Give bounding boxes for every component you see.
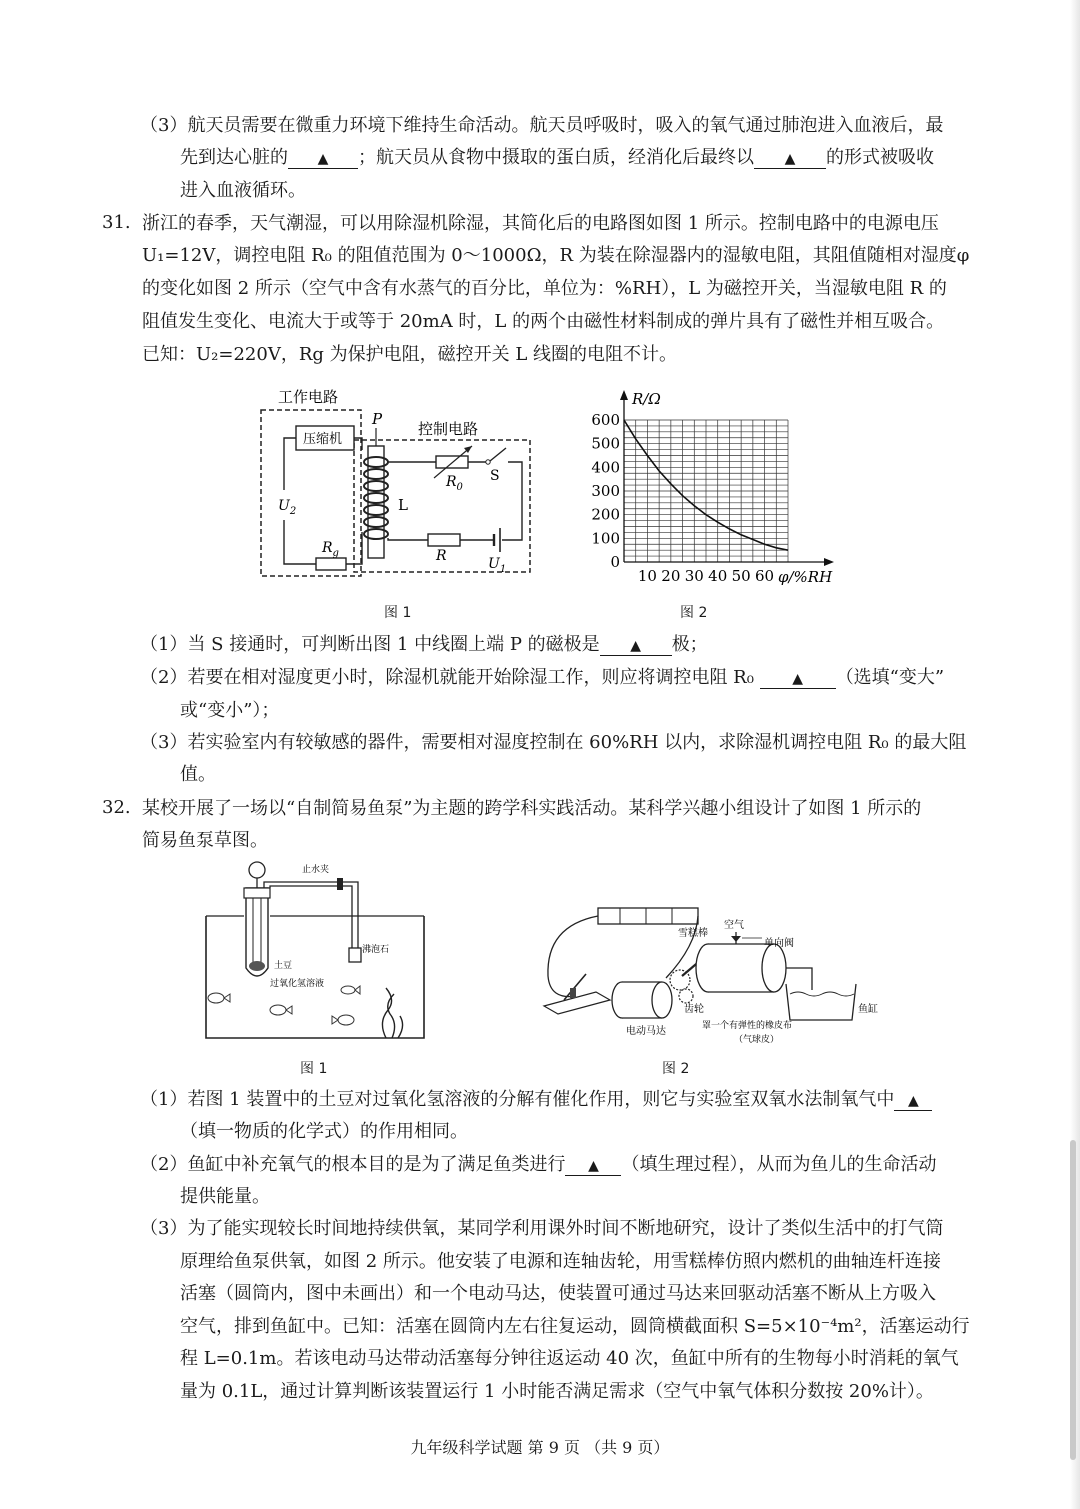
q31-part1 <box>140 633 708 657</box>
balloon-label: （气球皮） <box>734 1035 780 1045</box>
scrollbar[interactable] <box>1070 1140 1076 1460</box>
x-tick-label: 60 <box>755 567 775 585</box>
q31-line5: 已知：U₂=220V，Rg 为保护电阻，磁控开关 L 线圈的电阻不计。 <box>142 344 678 365</box>
x-axis-arrow <box>824 558 834 566</box>
q31-part3-line2: 值。 <box>180 764 216 785</box>
q32-part1 <box>140 1088 932 1112</box>
x-tick-label: 20 <box>661 567 681 585</box>
motor-label: 电动马达 <box>626 1026 666 1037</box>
q31-line4: 阻值发生变化、电流大于或等于 20mA 时，L 的两个由磁性材料制成的弹片具有了磁性并相互吸合。 <box>142 311 945 332</box>
q31-line1: 浙江的春季，天气潮湿，可以用除湿机除湿，其简化后的电路图如图 1 所示。控制电路中的电源电压 <box>142 213 939 234</box>
y-tick-label: 500 <box>591 434 620 453</box>
cylinder <box>762 944 786 992</box>
answer-blank[interactable]: ▲ <box>754 150 826 169</box>
q31-line3: 的变化如图 2 所示（空气中含有水蒸气的百分比，单位为：%RH），L 为磁控开关，当湿敏电阻 R 的 <box>142 278 947 299</box>
question-number: 31. <box>102 212 131 233</box>
l-label: L <box>398 496 408 514</box>
q31-part2-text-a: （2）若要在相对湿度更小时，除湿机就能开始除湿工作，则应将调控电阻 R₀ <box>140 667 754 688</box>
r0-resistor <box>436 456 468 468</box>
fish-decor <box>208 986 360 1025</box>
motor-pump-diagram <box>536 896 886 1054</box>
x-tick-label: 30 <box>684 567 704 585</box>
r0-label: $R_0$ <box>446 474 463 493</box>
air-label: 空气 <box>724 920 744 931</box>
popsicle-label: 雪糕棒 <box>678 928 708 939</box>
y-tick-label: 100 <box>591 529 620 548</box>
q30-part3-line3: 进入血液循环。 <box>180 180 306 201</box>
q31-line2: U₁=12V，调控电阻 R₀ 的阻值范围为 0～1000Ω，R 为装在除湿器内的湿敏电阻，其阻值随相对湿度φ <box>142 245 970 266</box>
q32-part3-line5: 程 L=0.1m。若该电动马达带动活塞每分钟往返运动 40 次，鱼缸中所有的生物每小时消耗的氧气 <box>180 1348 959 1369</box>
work-circuit-label: 工作电路 <box>278 388 339 406</box>
chart-ylabel: R/Ω <box>632 390 661 408</box>
x-tick-label: 10 <box>637 567 657 585</box>
y-tick-label: 200 <box>591 505 620 524</box>
q30-text-c: 的形式被吸收 <box>826 147 934 168</box>
stop-clip <box>337 878 343 890</box>
q31-part1-text-a: （1）当 S 接通时，可判断出图 1 中线圈上端 P 的磁极是 <box>140 634 600 655</box>
h2o2-label: 过氧化氢溶液 <box>270 979 325 989</box>
r-label: R <box>436 548 447 564</box>
resistance-humidity-chart <box>588 384 838 590</box>
x-tick-label: 50 <box>731 567 751 585</box>
r-resistor <box>428 534 460 546</box>
u1-label: $U_1$ <box>488 556 507 575</box>
chart-grid <box>624 420 788 562</box>
q32-fig2-caption: 图 2 <box>662 1061 690 1077</box>
page-footer: 九年级科学试题 第 9 页 （共 9 页） <box>410 1438 670 1457</box>
air-stone <box>349 948 361 962</box>
stop-clip-label: 止水夹 <box>302 865 330 875</box>
compressor-label: 压缩机 <box>303 432 343 447</box>
chart-axes <box>620 390 834 566</box>
potato-piece <box>249 961 265 971</box>
p-label: P <box>372 410 383 428</box>
q31-part1-text-b: 极； <box>671 634 708 655</box>
y-tick-label: 400 <box>591 458 620 477</box>
q32-part2-text-a: （2）鱼缸中补充氧气的根本目的是为了满足鱼类进行 <box>140 1154 566 1175</box>
control-circuit-label: 控制电路 <box>418 420 479 438</box>
q31-part3: （3）若实验室内有较敏感的器件，需要相对湿度控制在 60%RH 以内，求除湿机调控电阻 R₀ 的最大阻 <box>140 732 967 753</box>
q32-fig1-caption: 图 1 <box>300 1061 328 1077</box>
q31-part2-text-b: （选填“变大” <box>835 667 945 688</box>
fish-tank-diagram <box>200 858 430 1048</box>
answer-blank[interactable]: ▲ <box>894 1092 932 1111</box>
check-valve-label: 单向阀 <box>764 938 794 949</box>
q30-part3-line2 <box>180 146 934 170</box>
x-tick-label: 40 <box>708 567 728 585</box>
s-label: S <box>490 468 500 484</box>
q32-part3-line4: 空气，排到鱼缸中。已知：活塞在圆筒内左右往复运动，圆筒横截面积 S=5×10⁻⁴m²，活塞运动行 <box>180 1316 970 1337</box>
q32-line2: 简易鱼泵草图。 <box>142 830 268 851</box>
gear-label: 齿轮 <box>684 1004 704 1015</box>
q32-part3-line3: 活塞（圆筒内，图中未画出）和一个电动马达，使装置可通过马达来回驱动活塞不断从上方吸入 <box>180 1283 936 1304</box>
rg-resistor <box>316 558 346 570</box>
y-axis-arrow <box>620 390 628 400</box>
tank-outline <box>206 916 424 1038</box>
u2-label: $U_2$ <box>278 498 297 517</box>
rubber-label: 罩一个有弹性的橡皮布 <box>702 1021 793 1031</box>
fig1-caption: 图 1 <box>384 605 412 621</box>
y-tick-label: 0 <box>610 553 620 571</box>
answer-blank[interactable]: ▲ <box>760 670 836 689</box>
answer-blank[interactable]: ▲ <box>288 150 358 169</box>
q30-text-b: ；航天员从食物中摄取的蛋白质，经消化后最终以 <box>358 147 754 168</box>
q32-part2-text-b: （填生理过程），从而为鱼儿的生命活动 <box>621 1154 937 1175</box>
q32-part2-line2: 提供能量。 <box>180 1186 270 1207</box>
q30-part3-line1: （3）航天员需要在微重力环境下维持生命活动。航天员呼吸时，吸入的氧气通过肺泡进入血液后，最 <box>140 115 944 136</box>
check-valve <box>731 936 741 942</box>
answer-blank[interactable]: ▲ <box>565 1157 621 1176</box>
tank-label: 鱼缸 <box>858 1004 878 1015</box>
switch-s <box>490 448 506 461</box>
potato-label: 土豆 <box>274 961 293 971</box>
seaweed-decor <box>382 988 402 1038</box>
motor <box>652 982 672 1018</box>
q32-part1-line2: （填一物质的化学式）的作用相同。 <box>180 1121 468 1142</box>
q30-text-a: 先到达心脏的 <box>180 147 288 168</box>
q32-part3-line2: 原理给鱼泵供氧，如图 2 所示。他安装了电源和连轴齿轮，用雪糕棒仿照内燃机的曲轴连杆连接 <box>180 1251 941 1272</box>
q32-part2 <box>140 1153 936 1177</box>
q32-part1-text-a: （1）若图 1 装置中的土豆对过氧化氢溶液的分解有催化作用，则它与实验室双氧水法制氧气中 <box>140 1089 895 1110</box>
q31-part2 <box>140 666 944 690</box>
y-tick-label: 600 <box>591 411 620 429</box>
rg-label: $R_g$ <box>322 540 339 559</box>
switch-base <box>544 992 610 1014</box>
chart-xlabel: φ/%RH <box>778 568 833 586</box>
y-tick-label: 300 <box>591 482 620 500</box>
q32-line1: 某校开展了一场以“自制简易鱼泵”为主题的跨学科实践活动。某科学兴趣小组设计了如图 1 所示的 <box>142 798 922 819</box>
fish-tank <box>786 984 856 1020</box>
air-stone-label: 沸泡石 <box>362 945 390 955</box>
funnel-bulb <box>249 862 265 878</box>
answer-blank[interactable]: ▲ <box>600 637 672 656</box>
battery-pack <box>598 908 698 924</box>
q32-part3-line1: （3）为了能实现较长时间地持续供氧，某同学利用课外时间不断地研究，设计了类似生活中的打气筒 <box>140 1218 944 1239</box>
fig2-caption: 图 2 <box>680 605 708 621</box>
question-number: 32. <box>102 797 131 818</box>
circuit-diagram <box>250 382 540 592</box>
q31-part2-line2: 或“变小”）； <box>180 700 280 721</box>
q32-part3-line6: 量为 0.1L，通过计算判断该装置运行 1 小时能否满足需求（空气中氧气体积分数按 20%计）。 <box>180 1381 934 1402</box>
